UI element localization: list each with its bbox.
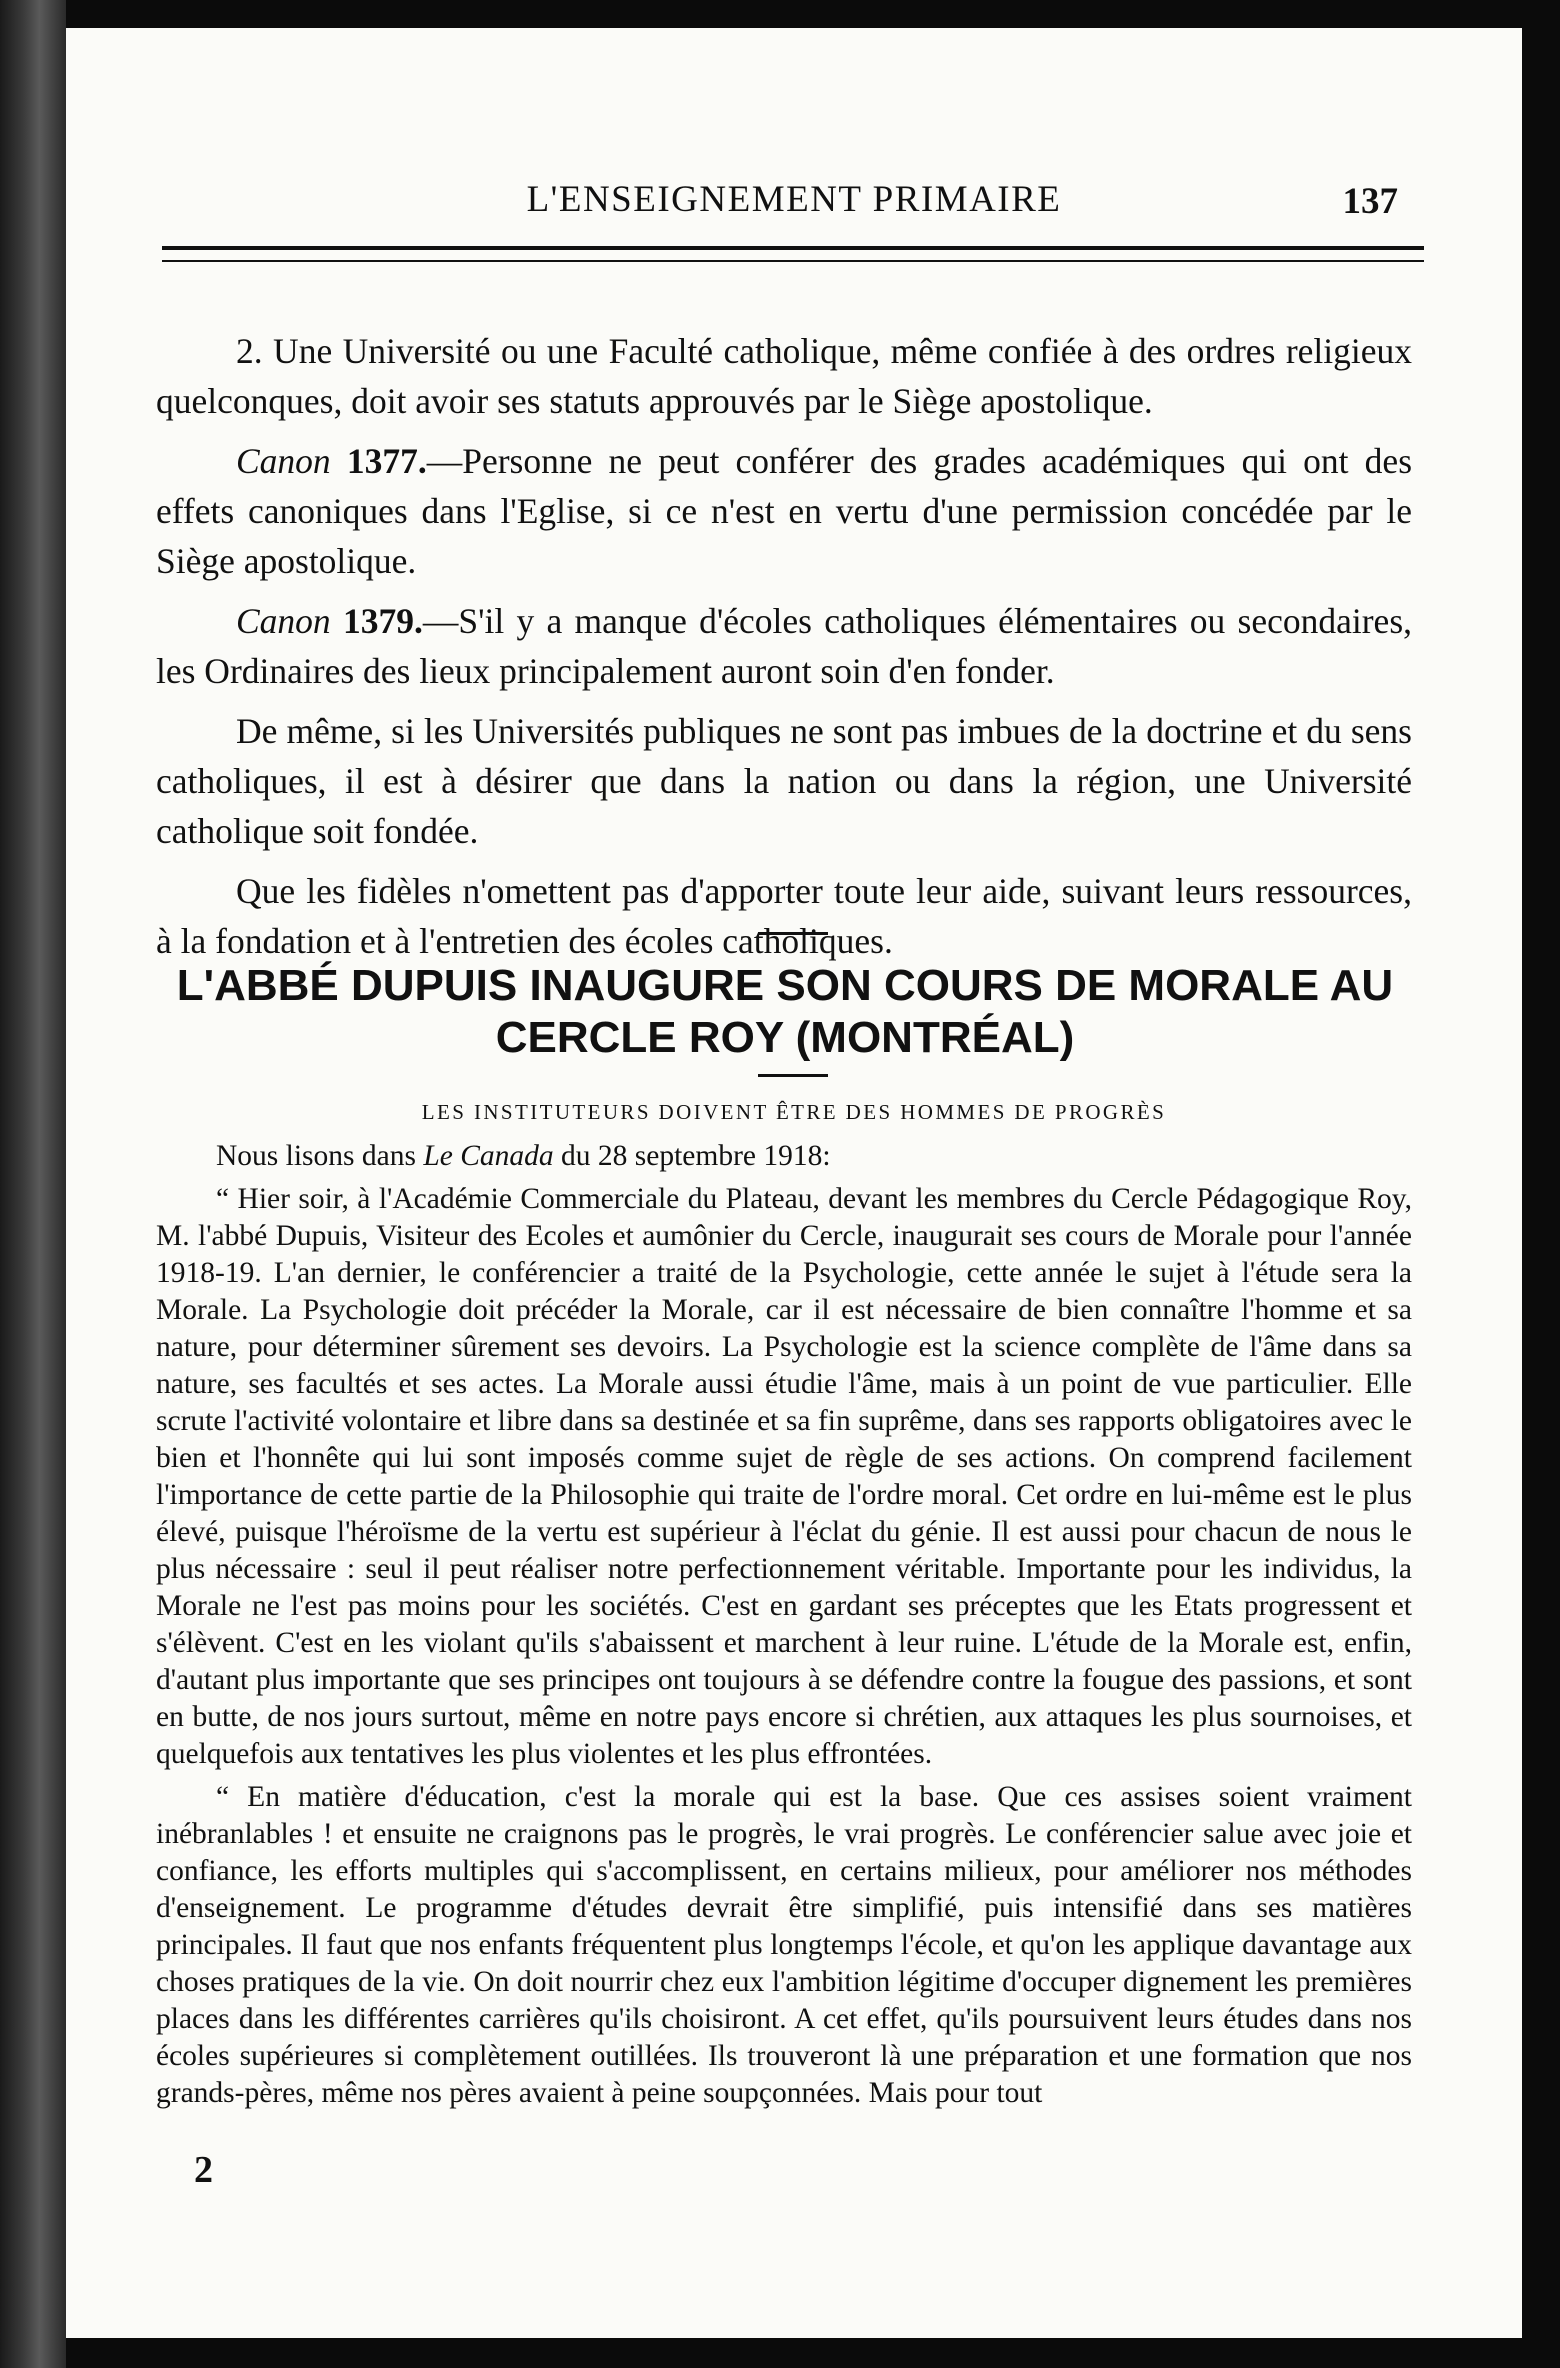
intro-text: du 28 septembre 1918: <box>561 1140 831 1172</box>
canon-label: Canon <box>236 441 331 481</box>
document-page <box>66 28 1522 2338</box>
signature-mark: 2 <box>194 2149 213 2191</box>
running-head <box>66 178 1522 238</box>
intro-line <box>156 1138 1412 1175</box>
canon-number: 1377. <box>346 441 427 481</box>
canon-section <box>156 326 1412 976</box>
book-gutter <box>0 0 66 2368</box>
section-divider <box>758 932 828 935</box>
paragraph: De même, si les Universités publiques ne sont pas imbues de la doctrine et du sens catholiques, il est à désirer que dans la nation ou dans la région, une Université catholique soit fondée. <box>156 711 1412 851</box>
article-subhead: LES INSTITUTEURS DOIVENT ÊTRE DES HOMMES DE PROGRÈS <box>421 1100 1167 1124</box>
headline-rule <box>758 1074 828 1077</box>
paragraph-text: —S'il y a manque d'écoles catholiques élémentaires ou secondaires, les Ordinaires des lieux principalement auront soin d'en fonder. <box>156 601 1413 691</box>
canon-number: 1379. <box>342 601 423 641</box>
paragraph <box>156 596 1412 696</box>
article-body <box>156 1138 1412 2118</box>
page-number: 137 <box>1342 181 1398 222</box>
intro-text: Nous lisons dans <box>216 1140 416 1172</box>
paragraph: “ Hier soir, à l'Académie Commerciale du Plateau, devant les membres du Cercle Pédagogique Roy, M. l'abbé Dupuis, Visiteur des Ecoles et aumônier du Cercle, inaugurait ses cours de Morale pour l'année 1918-19. L'an dernier, le conférencier a traité de la Psychologie, cette année le sujet à l'étude sera la Morale. La Psychologie doit précéder la Morale, car il est nécessaire de bien connaître l'homme et sa nature, pour déterminer sûrement ses devoirs. La Psychologie est la science complète de l'âme dans sa nature, ses facultés et ses actes. La Morale aussi étudie l'âme, mais à un point de vue particulier. Elle scrute l'activité volontaire et libre dans sa destinée et sa fin suprême, dans ses rapports obligatoires avec le bien et l'honnête qui lui sont imposés comme sujet de règle de ses actions. On comprend facilement l'importance de cette partie de la Philosophie qui traite de l'ordre moral. Cet ordre en lui-même est le plus élevé, puisque l'héroïsme de la vertu est supérieur à l'éclat du génie. Il est aussi pour chacun de nous le plus nécessaire : seul il peut réaliser notre perfectionnement véritable. Importante pour les individus, la Morale ne l'est pas moins pour les sociétés. C'est en gardant ses préceptes que les Etats progressent et s'élèvent. C'est en les violant qu'ils s'abaissent et marchent à leur ruine. L'étude de la Morale est, enfin, d'autant plus importante que ses principes ont toujours à se défendre contre la fougue des passions, et sont en butte, de nos jours surtout, même en notre pays encore si chrétien, aux attaques les plus sournoises, et quelquefois aux tentatives les plus violentes et les plus effrontées. <box>156 1183 1412 1770</box>
running-title: L'ENSEIGNEMENT PRIMAIRE <box>526 179 1062 220</box>
paragraph <box>156 436 1412 586</box>
header-double-rule <box>162 246 1424 262</box>
article-headline: L'ABBÉ DUPUIS INAUGURE SON COURS DE MORALE AU CERCLE ROY (MONTRÉAL) <box>176 961 1394 1062</box>
paragraph: Que les fidèles n'omettent pas d'apporter toute leur aide, suivant leurs ressources, à la fondation et à l'entretien des écoles catholiques. <box>156 871 1412 961</box>
paragraph-text: —Personne ne peut conférer des grades académiques qui ont des effets canoniques dans l'Eglise, si ce n'est en vertu d'une permission concédée par le Siège apostolique. <box>156 441 1413 581</box>
paragraph: “ En matière d'éducation, c'est la morale qui est la base. Que ces assises soient vraiment inébranlables ! et ensuite ne craignons pas le progrès, le vrai progrès. Le conférencier salue avec joie et confiance, les efforts multiples qui s'accomplissent, en certains milieux, pour améliorer nos méthodes d'enseignement. Le programme d'études devrait être simplifié, puis intensifié dans ses matières principales. Il faut que nos enfants fréquentent plus longtemps l'école, et qu'on les applique davantage aux choses pratiques de la vie. On doit nourrir chez eux l'ambition légitime d'occuper dignement les premières places dans les différentes carrières qu'ils choisiront. A cet effet, qu'ils poursuivent leurs études dans nos écoles supérieures si complètement outillées. Ils trouveront là une préparation et une formation que nos grands-pères, même nos pères avaient à peine soupçonnées. Mais pour tout <box>156 1781 1412 2109</box>
newspaper-name: Le Canada <box>423 1140 554 1172</box>
canon-label: Canon <box>236 601 331 641</box>
paragraph: 2. Une Université ou une Faculté catholique, même confiée à des ordres religieux quelconques, doit avoir ses statuts approuvés par le Siège apostolique. <box>156 331 1412 421</box>
